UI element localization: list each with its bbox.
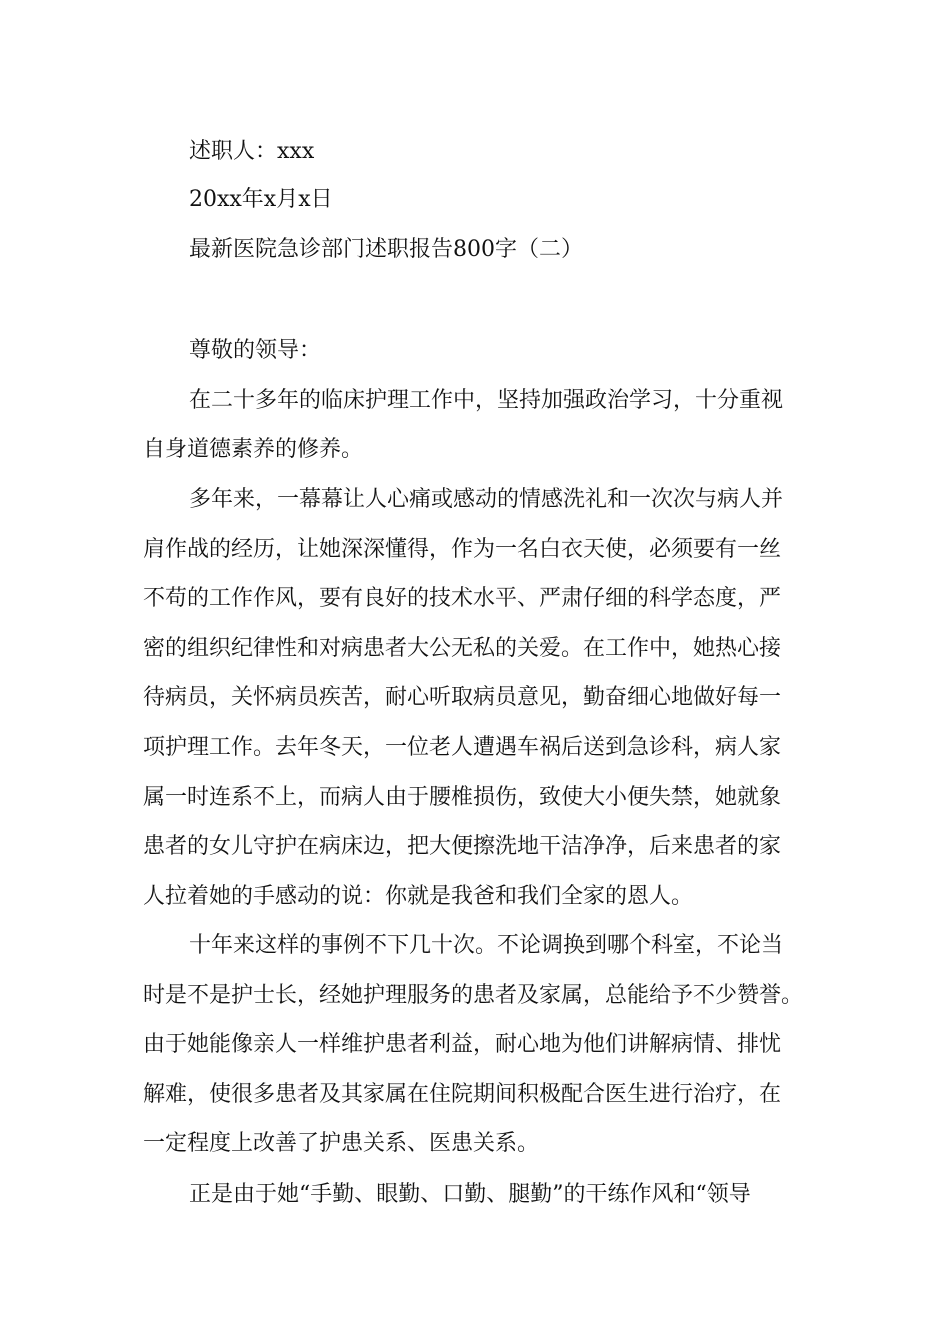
paragraph-line: 肩作战的经历，让她深深懂得，作为一名白衣天使，必须要有一丝 <box>143 537 782 562</box>
paragraph-line: 一定程度上改善了护患关系、医患关系。 <box>143 1131 540 1156</box>
paragraph-line: 在二十多年的临床护理工作中，坚持加强政治学习，十分重视 <box>189 388 784 413</box>
paragraph-line: 时是不是护士长，经她护理服务的患者及家属，总能给予不少赞誉。 <box>143 983 804 1008</box>
paragraph-line: 解难，使很多患者及其家属在住院期间积极配合医生进行治疗，在 <box>143 1082 782 1107</box>
paragraph-line: 十年来这样的事例不下几十次。不论调换到哪个科室，不论当 <box>189 933 784 958</box>
paragraph-line: 由于她能像亲人一样维护患者利益，耐心地为他们讲解病情、排忧 <box>143 1032 782 1057</box>
paragraph-line: 属一时连系不上，而病人由于腰椎损伤，致使大小便失禁，她就象 <box>143 785 782 810</box>
paragraph-line: 待病员，关怀病员疾苦，耐心听取病员意见，勤奋细心地做好每一 <box>143 685 782 710</box>
author-line: 述职人：xxx <box>189 139 315 164</box>
paragraph-line: 患者的女儿守护在病床边，把大便擦洗地干洁净净，后来患者的家 <box>143 834 782 859</box>
paragraph-line: 自身道德素养的修养。 <box>143 437 364 462</box>
document-title: 最新医院急诊部门述职报告800字（二） <box>189 237 583 262</box>
paragraph-line: 正是由于她“手勤、眼勤、口勤、腿勤”的干练作风和“领导 <box>189 1182 751 1207</box>
paragraph-line: 不苟的工作作风，要有良好的技术水平、严肃仔细的科学态度，严 <box>143 586 782 611</box>
paragraph-line: 多年来，一幕幕让人心痛或感动的情感洗礼和一次次与病人并 <box>189 487 784 512</box>
paragraph-line: 项护理工作。去年冬天，一位老人遭遇车祸后送到急诊科，病人家 <box>143 735 782 760</box>
paragraph-line: 密的组织纪律性和对病患者大公无私的关爱。在工作中，她热心接 <box>143 636 782 661</box>
date-line: 20xx年x月x日 <box>189 187 333 212</box>
paragraph-line: 人拉着她的手感动的说：你就是我爸和我们全家的恩人。 <box>143 884 694 909</box>
salutation: 尊敬的领导： <box>189 338 322 363</box>
